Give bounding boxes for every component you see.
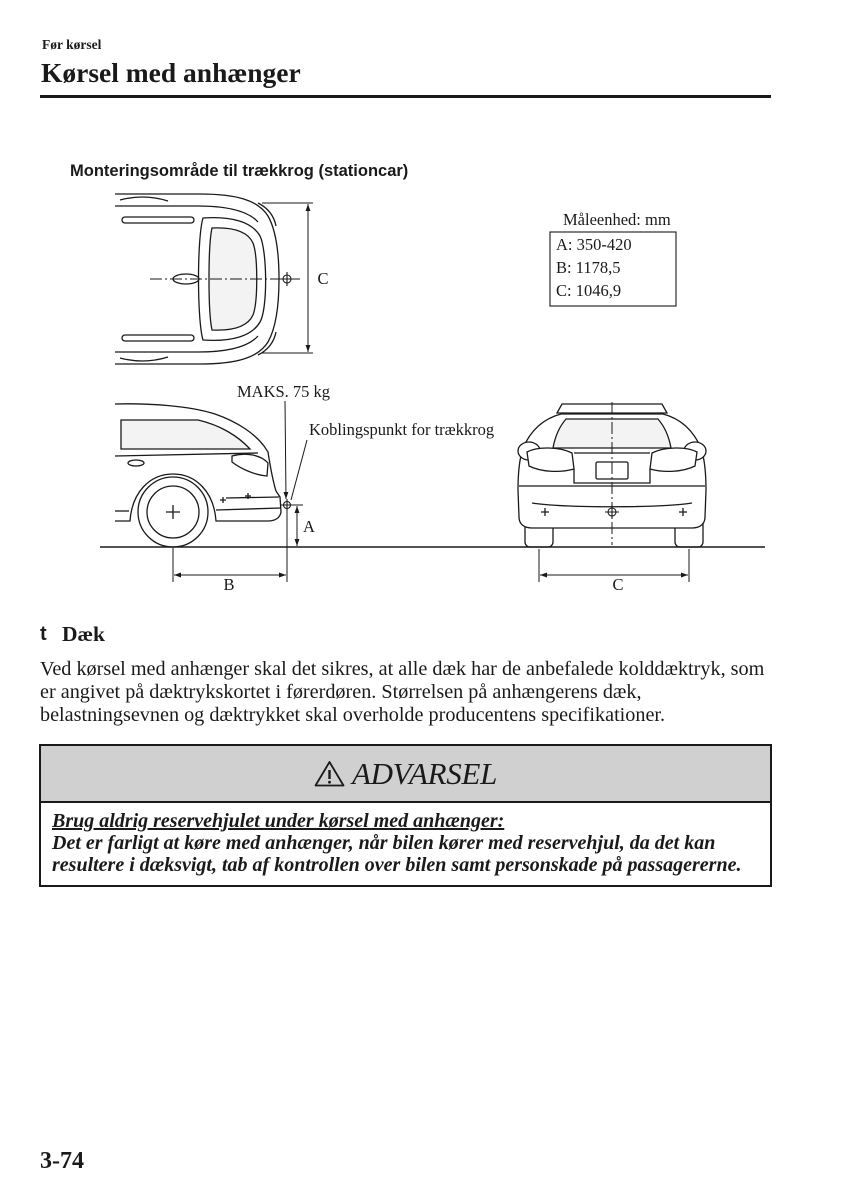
warning-triangle-icon (314, 760, 345, 787)
warning-body (41, 803, 770, 876)
unit-label: Måleenhed: mm (563, 210, 671, 229)
spec-a: A: 350-420 (556, 235, 632, 254)
page-title: Kørsel med anhænger (41, 57, 301, 88)
towing-hitch-diagram (0, 185, 845, 605)
hitch-point-label: Koblingspunkt for trækkrog (309, 420, 495, 439)
max-load-label: MAKS. 75 kg (237, 382, 331, 401)
spec-c: C: 1046,9 (556, 281, 622, 300)
diagram-title: Monteringsområde til trækkrog (stationcar) (70, 162, 409, 180)
roof-rail-upper (122, 217, 194, 223)
spec-b: B: 1178,5 (556, 258, 621, 277)
tires-paragraph (40, 658, 764, 727)
paragraph-line: Ved kørsel med anhænger skal det sikres, at alle dæk har de anbefalede kolddæktryk, som (40, 658, 765, 680)
paragraph-line: belastningsevnen og dæktrykket skal overholde producentens specifikationer. (40, 704, 666, 726)
warning-title: ADVARSEL (351, 755, 498, 791)
dimension-b-label: B (223, 575, 235, 594)
page-number: 3-74 (40, 1148, 84, 1174)
door-handle (128, 460, 144, 466)
dimension-c-rear-label: C (612, 575, 624, 594)
paragraph-line: er angivet på dæktrykskortet i førerdøren. Størrelsen på anhængerens dæk, (40, 681, 642, 703)
left-tail-light (527, 448, 574, 471)
dimension-a (291, 505, 303, 546)
max-load-leader (285, 401, 286, 499)
section-bullet: t (40, 623, 47, 645)
spec-box (550, 232, 676, 306)
warning-subtitle: Brug aldrig reservehjulet under kørsel med anhænger: (52, 810, 505, 832)
warning-body-line: resultere i dæksvigt, tab af kontrollen over bilen samt personskade på passagererne. (52, 854, 742, 876)
dimension-c-top-label: C (317, 269, 329, 288)
section-label: Før kørsel (42, 37, 102, 52)
warning-body-line: Det er farligt at køre med anhænger, når bilen kører med reservehjul, da det kan (52, 832, 716, 854)
section-heading: Dæk (62, 622, 106, 646)
hitch-point-leader (291, 440, 307, 500)
roof-rail-lower (122, 335, 194, 341)
dimension-a-label: A (303, 517, 315, 536)
top-view-hitch-marker (280, 272, 294, 286)
warning-header (41, 746, 770, 803)
right-tail-light (650, 448, 697, 471)
warning-box (39, 744, 772, 887)
title-rule (40, 95, 771, 98)
car-side-view (115, 404, 281, 547)
